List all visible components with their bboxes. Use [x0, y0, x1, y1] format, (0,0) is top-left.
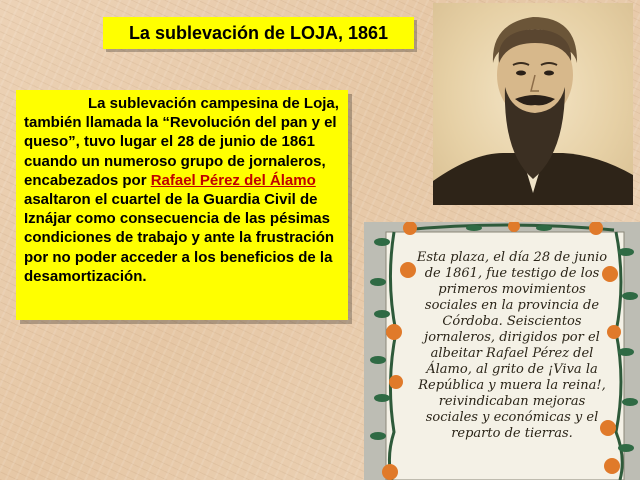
- plaque-inscription: Esta plaza, el día 28 de junio de 1861, fue testigo de los primeros movimientos sociales en la provincia de Córdoba. Seiscientos jornaleros, dirigidos por el albeitar Rafael Pérez del Álamo, al grito de ¡Viva la República y muera la reina!, reivindicaban mejoras sociales y económicas y el reparto de tierras.: [416, 250, 608, 441]
- portrait-photo: [433, 3, 633, 205]
- leader-name: Rafael Pérez del Álamo: [150, 171, 316, 189]
- paragraph-intro: La sublevación campesina de Loja, también llamada la “Revolución del pan y el queso”, tuvo lugar el 28 de junio de 1861 cuando un numeroso grupo de jornaleros, encabezados por: [24, 95, 339, 189]
- portrait-drawing: [433, 3, 633, 205]
- slide-title: [103, 17, 414, 49]
- paragraph-rest: asaltaron el cuartel de la Guardia Civil de Iznájar como consecuencia de las pésimas condiciones de trabajo y ante la frustración por no poder acceder a los beneficios de la desamortización.: [24, 191, 335, 285]
- commemorative-tile-plaque: [364, 222, 640, 480]
- description-textbox: [16, 90, 348, 320]
- slide-title-text: La sublevación de LOJA, 1861: [128, 22, 389, 43]
